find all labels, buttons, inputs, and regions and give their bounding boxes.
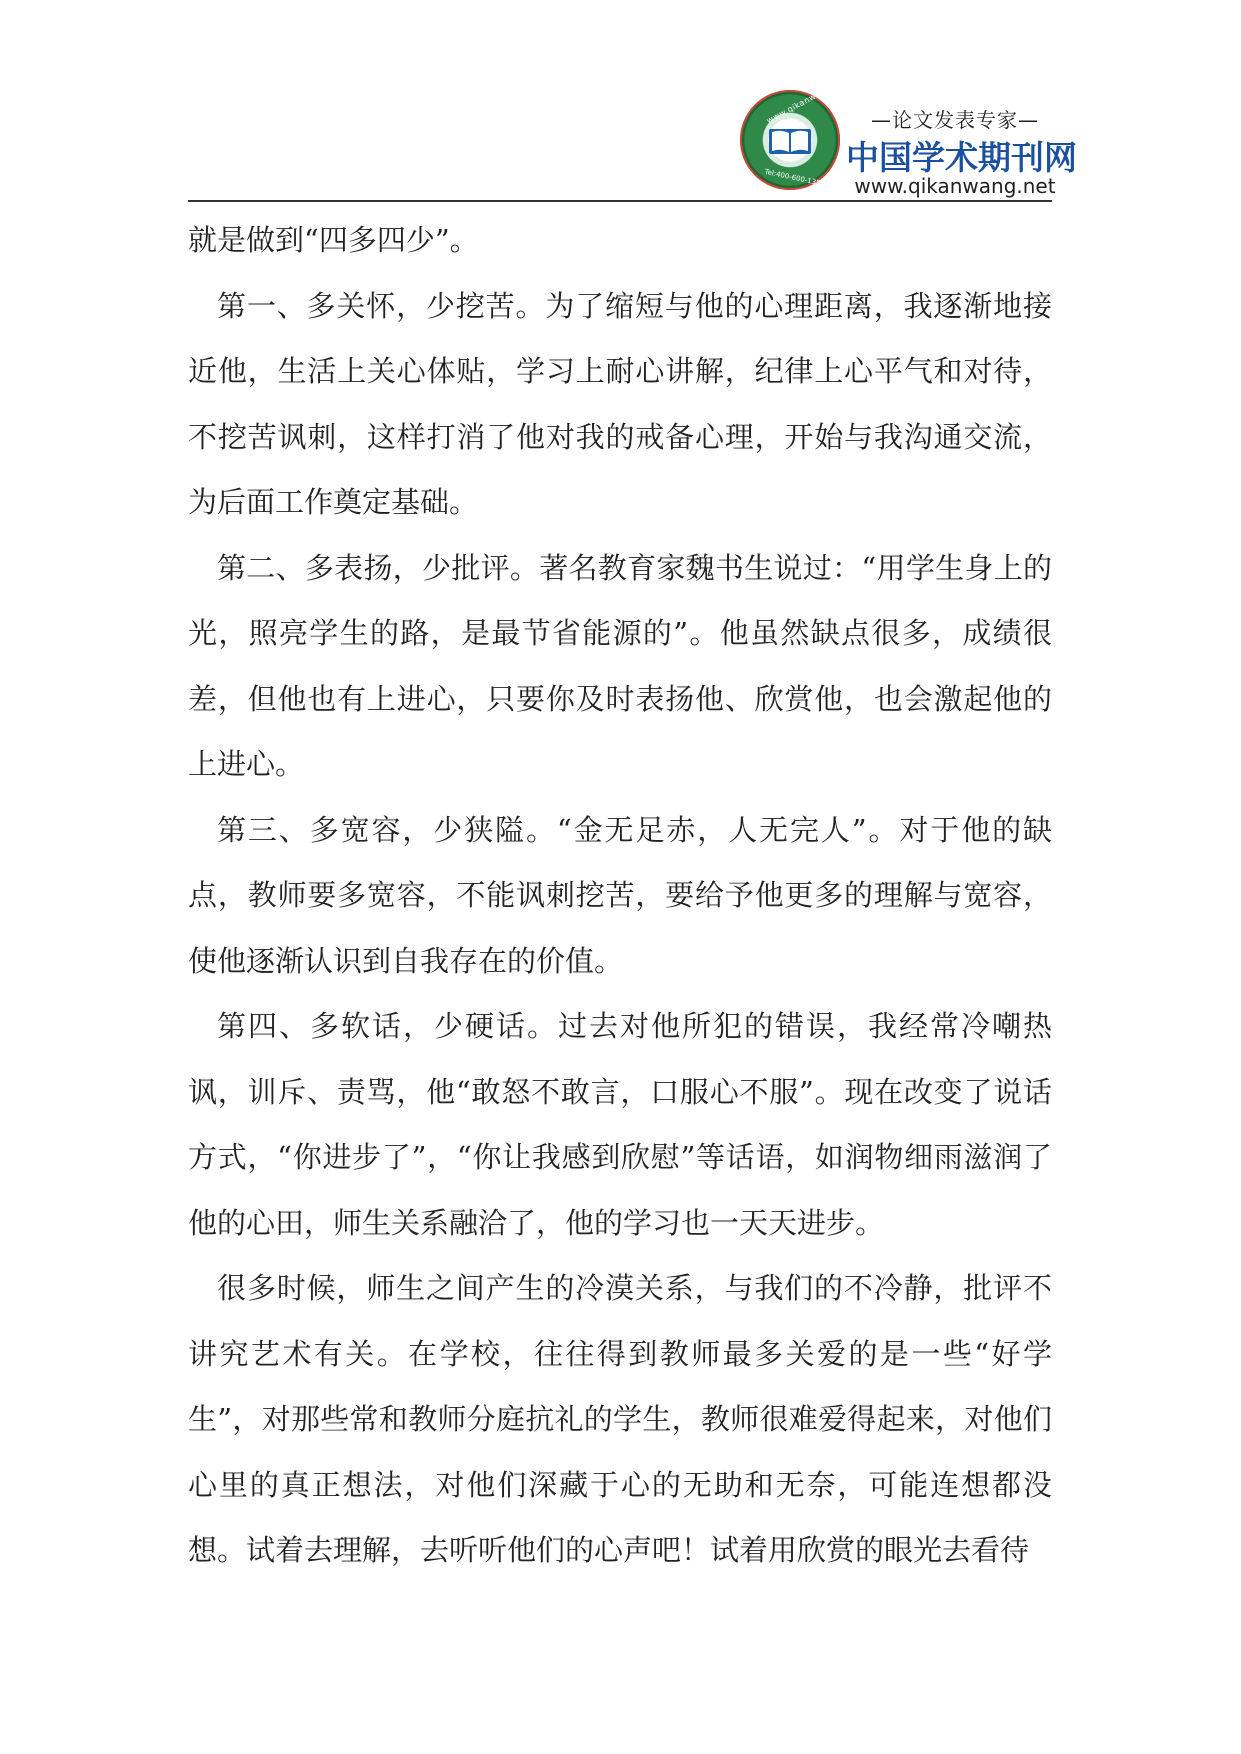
seal-text-top: www.qikanwang.net xyxy=(765,75,848,126)
paragraph-continuation: 就是做到“四多四少”。 xyxy=(188,223,479,257)
paragraph-fourth-point: 第四、多软话，少硬话。过去对他所犯的错误，我经常冷嘲热讽，训斥、责骂，他“敢怒不敢言，口服心不服”。现在改变了说话方式，“你进步了”，“你让我感到欣慰”等话语，如润物细雨滋润了他的心田，师生关系融洽了，他的学习也一天天进步。 xyxy=(188,1009,1052,1240)
brand-name: 中国学术期刊网 xyxy=(846,138,1077,177)
paragraph-third-point: 第三、多宽容，少狭隘。“金无足赤，人无完人”。对于他的缺点，教师要多宽容，不能讽刺挖苦，要给予他更多的理解与宽容，使他逐渐认识到自我存在的价值。 xyxy=(188,812,1052,978)
paragraph-second-point: 第二、多表扬，少批评。著名教育家魏书生说过：“用学生身上的光，照亮学生的路，是最节省能源的”。他虽然缺点很多，成绩很差，但他也有上进心，只要你及时表扬他、欣赏他，也会激起他的上进心。 xyxy=(188,550,1052,781)
paragraph-first-point: 第一、多关怀，少挖苦。为了缩短与他的心理距离，我逐渐地接近他，生活上关心体贴，学习上耐心讲解，纪律上心平气和对待，不挖苦讽刺，这样打消了他对我的戒备心理，开始与我沟通交流，为后面工作奠定基础。 xyxy=(188,288,1052,519)
open-book-icon xyxy=(768,126,812,156)
paragraph-conclusion: 很多时候，师生之间产生的冷漠关系，与我们的不冷静，批评不讲究艺术有关。在学校，往往得到教师最多关爱的是一些“好学生”，对那些常和教师分庭抗礼的学生，教师很难爱得起来，对他们心里的真正想法，对他们深藏于心的无助和无奈，可能连想都没想。试着去理解，去听听他们的心声吧！试着用欣赏的眼光去看待 xyxy=(188,1271,1052,1567)
site-url: www.qikanwang.net xyxy=(854,174,1056,198)
document-body xyxy=(188,208,1052,1584)
header-divider xyxy=(188,200,1052,202)
seal-text-bottom: Tel:400-600-1357 xyxy=(763,167,826,189)
tagline: —论文发表专家— xyxy=(871,108,1039,132)
seal-logo-icon xyxy=(740,75,848,190)
header-logo xyxy=(740,75,1077,200)
